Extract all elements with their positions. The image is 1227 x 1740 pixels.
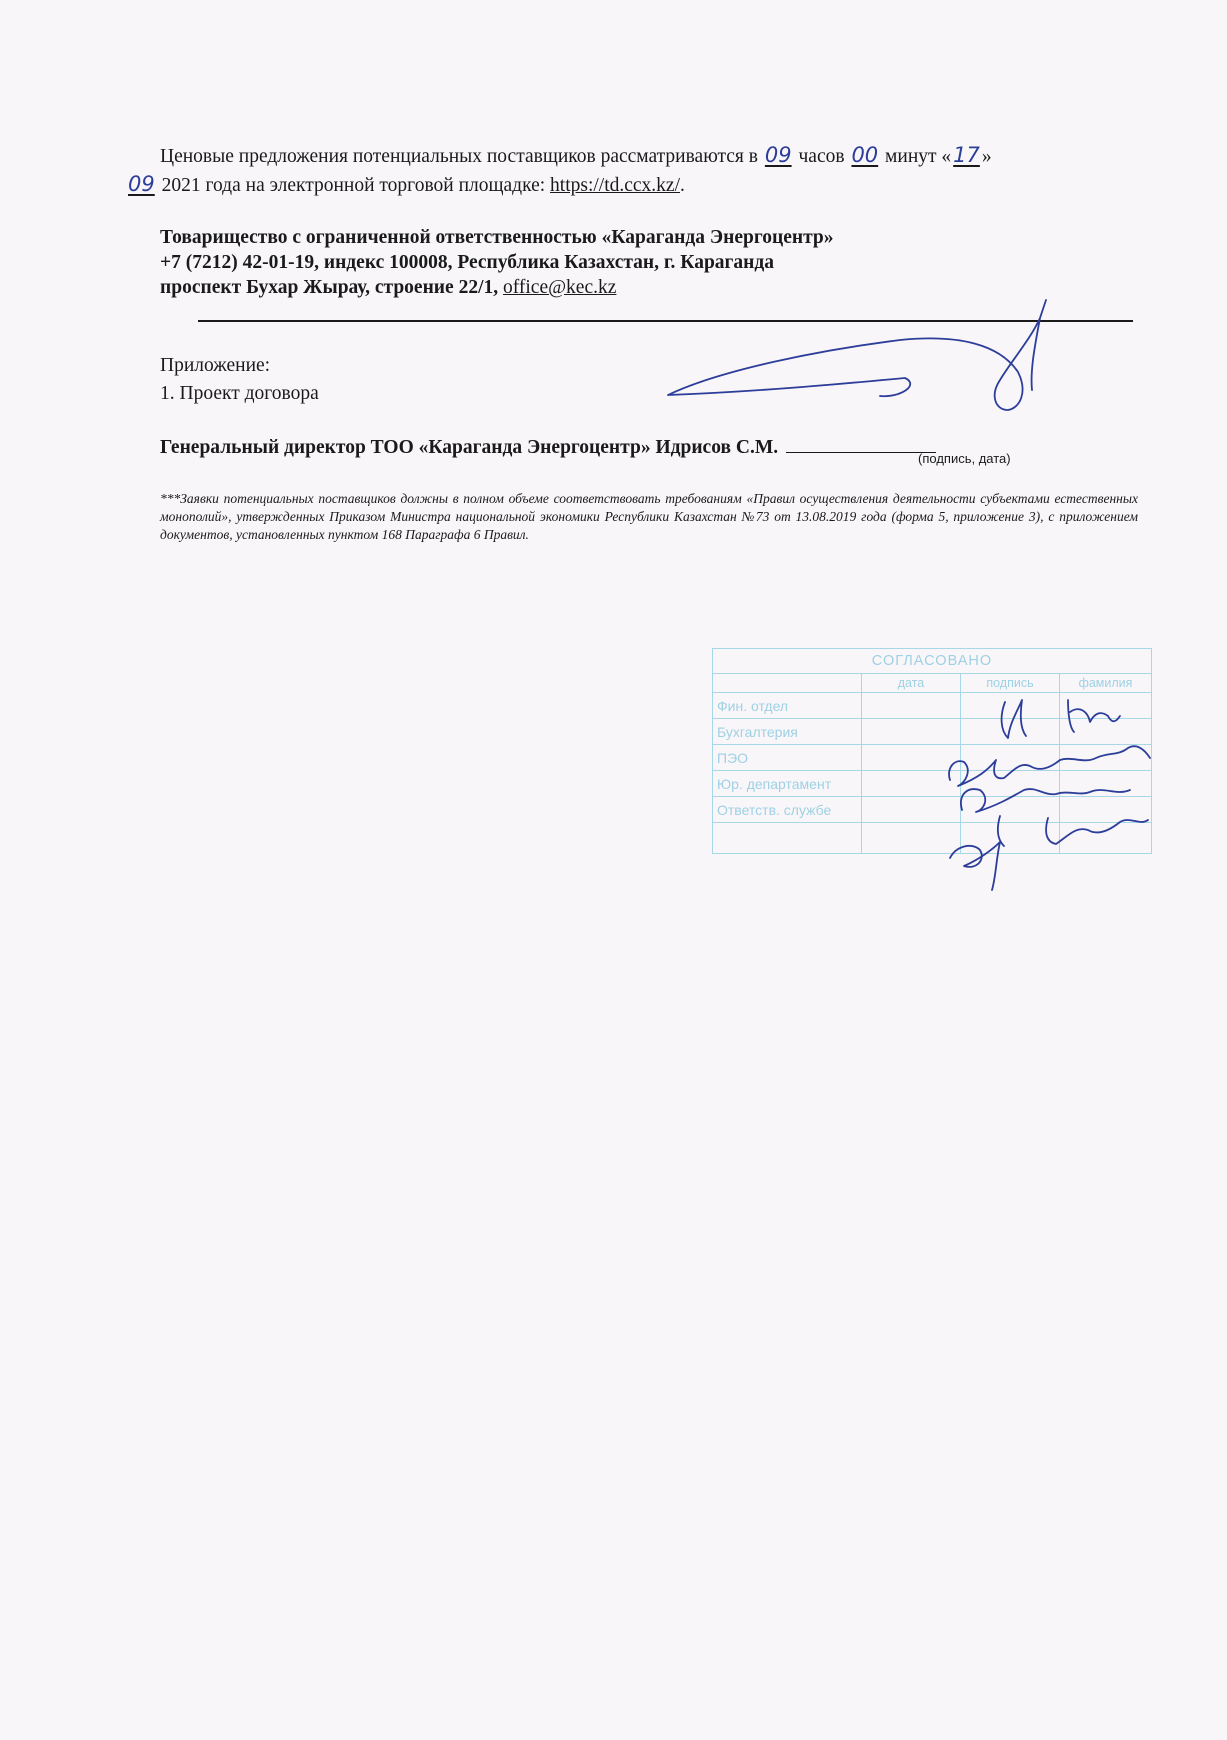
paragraph-text-1: Ценовые предложения потенциальных поставщиков рассматриваются в — [160, 146, 763, 167]
stamp-row-label: ПЭО — [713, 745, 862, 771]
paragraph-text-5: 2021 года на электронной торговой площадке: — [156, 175, 551, 196]
attachment-label: Приложение: — [160, 355, 271, 376]
handwritten-hour: 09 — [764, 143, 792, 167]
trading-platform-link[interactable]: https://td.ccx.kz/ — [550, 175, 681, 196]
handwritten-day: 17 — [953, 143, 980, 167]
stamp-header-empty — [713, 674, 862, 693]
signature-blank — [786, 434, 936, 453]
stamp-header-date: дата — [862, 674, 961, 693]
stamp-header-surname: фамилия — [1060, 674, 1152, 693]
paragraph-text-2: часов — [793, 146, 850, 167]
paragraph-line-1 — [160, 143, 992, 169]
handwritten-month: 09 — [128, 172, 155, 196]
stamp-title: СОГЛАСОВАНО — [713, 649, 1152, 674]
approval-table — [712, 648, 1152, 854]
approval-stamp — [712, 648, 1152, 858]
stamp-header-signature: подпись — [961, 674, 1060, 693]
paragraph-line-2 — [126, 172, 685, 198]
stamp-row-label: Фин. отдел — [713, 693, 862, 719]
company-address: проспект Бухар Жырау, строение 22/1, — [160, 277, 503, 298]
paragraph-text-3: минут « — [880, 146, 952, 167]
paragraph-text-4: » — [981, 146, 992, 167]
signature-caption: (подпись, дата) — [918, 451, 1011, 466]
signature-line — [160, 434, 936, 460]
company-email-link[interactable]: office@kec.kz — [502, 277, 617, 298]
stamp-row-label: Ответств. службе — [713, 797, 862, 823]
stamp-row-label: Юр. департамент — [713, 771, 862, 797]
company-contacts: +7 (7212) 42-01-19, индекс 100008, Республика Казахстан, г. Караганда — [160, 252, 774, 273]
signature-title: Генеральный директор ТОО «Караганда Энергоцентр» Идрисов С.М. — [160, 437, 779, 458]
attachment-item: 1. Проект договора — [160, 383, 319, 404]
footnote: ***Заявки потенциальных поставщиков должны в полном объеме соответствовать требованиям «Правил осуществления деятельности субъектами естественных монополий», утвержденных Приказом Министра национальной экономики Республики Казахстан №73 от 13.08.2019 года (форма 5, приложение 3), с приложением документов, установленных пунктом 168 Параграфа 6 Правил. — [160, 491, 1138, 542]
divider-line — [198, 320, 1133, 322]
company-address-line — [160, 276, 616, 300]
handwritten-minute: 00 — [851, 143, 879, 167]
director-signature-icon — [668, 300, 1046, 410]
paragraph-text-6: . — [680, 175, 685, 196]
company-name: Товарищество с ограниченной ответственностью «Караганда Энергоцентр» — [160, 227, 834, 248]
stamp-row-label: Бухгалтерия — [713, 719, 862, 745]
